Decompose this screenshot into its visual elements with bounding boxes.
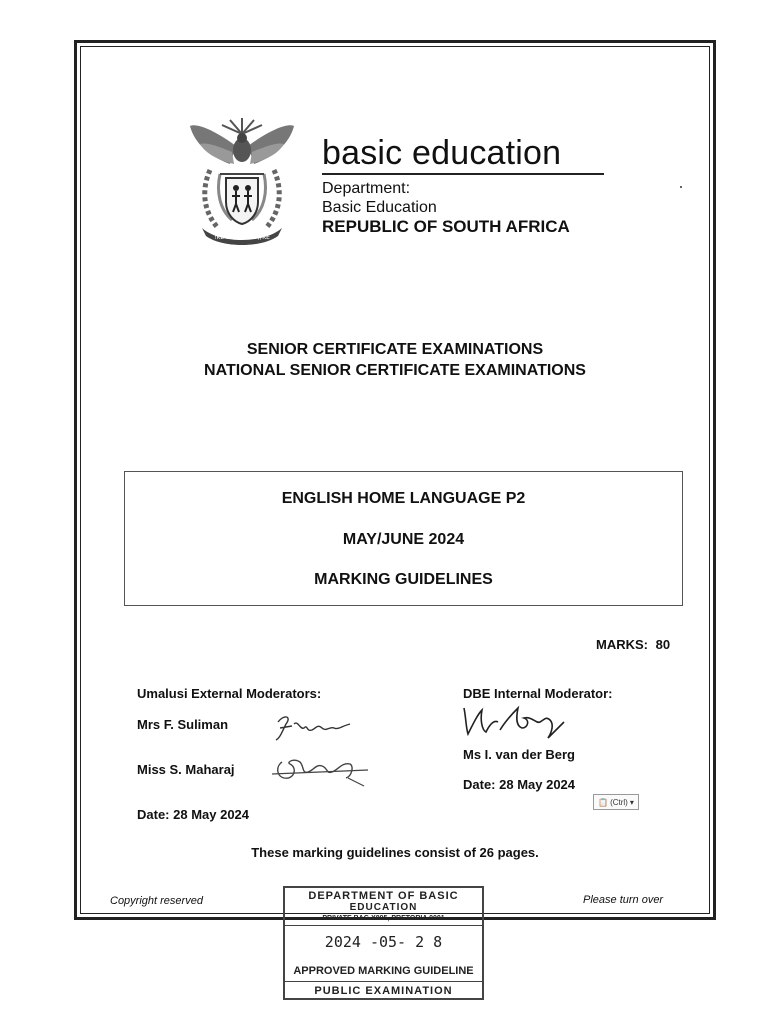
signature-van-der-berg	[460, 700, 570, 746]
country-name: REPUBLIC OF SOUTH AFRICA	[322, 217, 570, 236]
page-count-note: These marking guidelines consist of 26 pages.	[251, 845, 539, 860]
internal-date: Date: 28 May 2024	[463, 777, 576, 792]
brand-title: basic education	[322, 134, 562, 172]
paste-options-label: (Ctrl)	[610, 797, 628, 807]
external-date: Date: 28 May 2024	[137, 807, 250, 822]
external-moderator-2: Miss S. Maharaj	[137, 762, 235, 777]
marks-value: 80	[655, 637, 671, 652]
marks-line	[596, 637, 670, 652]
clipboard-icon: 📋	[598, 797, 609, 807]
subject-title: ENGLISH HOME LANGUAGE P2	[281, 490, 526, 507]
marks-label: MARKS:	[596, 637, 648, 652]
footer-copyright: Copyright reserved	[110, 895, 203, 907]
stamp-divider-bottom	[285, 981, 482, 982]
brand-rule	[322, 173, 604, 175]
stamp-divider-top	[285, 925, 482, 926]
department-label: Department:	[322, 180, 411, 197]
stamp-address: PRIVATE BAG X895, PRETORIA 0001	[322, 915, 445, 922]
external-moderator-1: Mrs F. Suliman	[137, 717, 229, 732]
external-moderators-heading: Umalusi External Moderators:	[137, 686, 322, 701]
stamp-department: DEPARTMENT OF BASIC	[308, 890, 459, 902]
document-type: MARKING GUIDELINES	[314, 571, 493, 588]
svg-text:!KE E: /XARRA //KE: !KE E: /XARRA //KE	[214, 234, 270, 241]
department-name: Basic Education	[322, 199, 437, 216]
signature-maharaj	[268, 750, 372, 790]
stamp-public-examination: PUBLIC EXAMINATION	[314, 985, 453, 997]
exam-session: MAY/JUNE 2024	[342, 531, 465, 548]
internal-moderator-name: Ms I. van der Berg	[463, 747, 575, 762]
stamp-education: EDUCATION	[349, 902, 418, 913]
coat-of-arms-logo	[184, 112, 300, 248]
speck	[680, 186, 682, 188]
stamp-date: 2024 -05- 2 8	[324, 933, 443, 951]
footer-turn-over: Please turn over	[583, 894, 664, 906]
internal-moderator-heading: DBE Internal Moderator:	[463, 686, 613, 701]
heading-national-senior-certificate: NATIONAL SENIOR CERTIFICATE EXAMINATIONS	[204, 362, 586, 379]
paste-options-button[interactable]	[593, 794, 639, 810]
heading-senior-certificate: SENIOR CERTIFICATE EXAMINATIONS	[246, 341, 544, 358]
chevron-down-icon: ▾	[629, 797, 634, 807]
stamp-approved: APPROVED MARKING GUIDELINE	[293, 965, 474, 977]
signature-suliman	[270, 710, 356, 746]
